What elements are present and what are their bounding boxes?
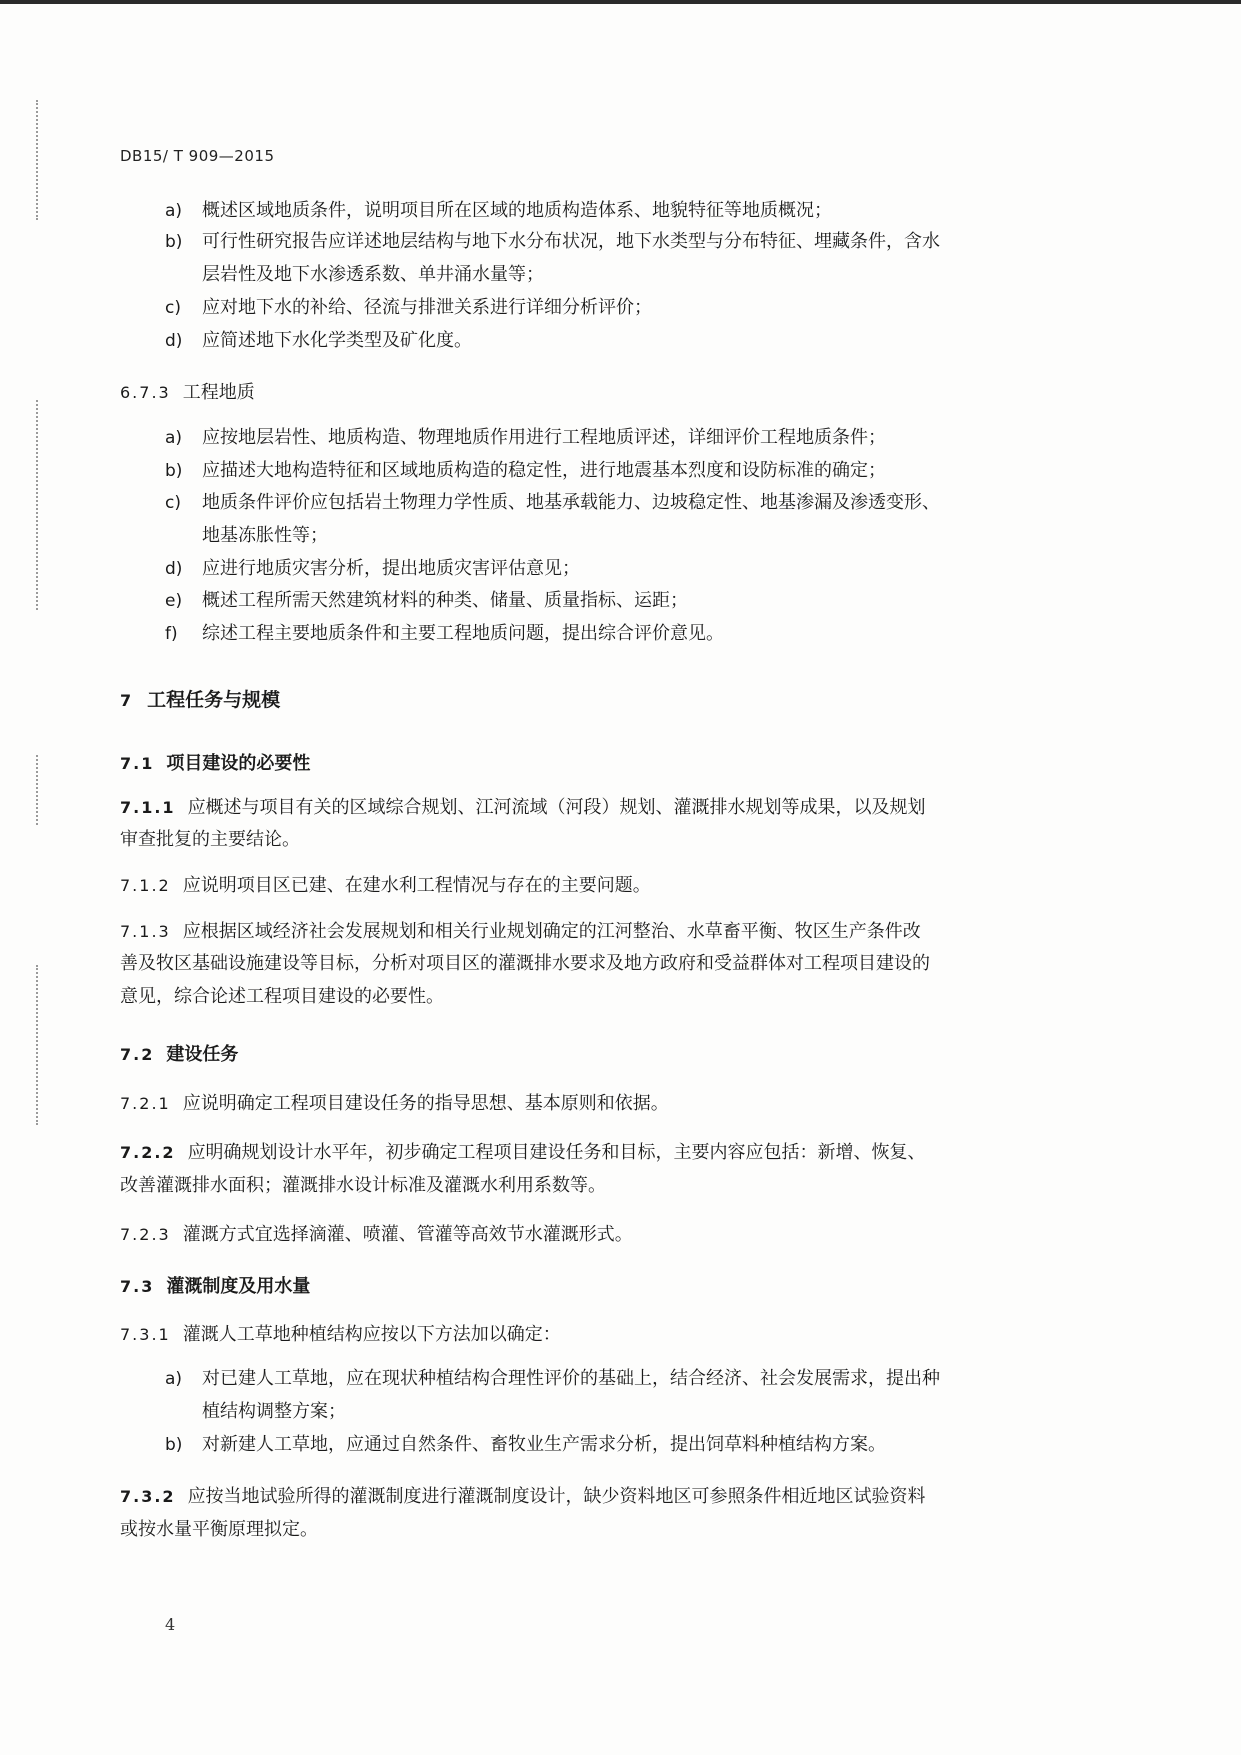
list-item: 概述区域地质条件，说明项目所在区域的地质构造体系、地貌特征等地质概况； <box>202 200 832 221</box>
list-label: e) <box>165 591 183 611</box>
list-item: 可行性研究报告应详述地层结构与地下水分布状况，地下水类型与分布特征、埋藏条件，含水 <box>202 231 940 252</box>
list-label: b) <box>165 461 183 481</box>
clause-cont: 审查批复的主要结论。 <box>120 829 300 850</box>
section-heading-7-1: 7.1 项目建设的必要性 <box>120 753 311 774</box>
list-item: 地质条件评价应包括岩土物理力学性质、地基承载能力、边坡稳定性、地基渗漏及渗透变形、 <box>202 492 940 513</box>
list-label: c) <box>165 493 181 513</box>
scan-artifact <box>36 100 40 220</box>
clause-7-3-2: 7.3.2 应按当地试验所得的灌溉制度进行灌溉制度设计，缺少资料地区可参照条件相近地区试验资料 <box>120 1486 926 1507</box>
list-label: a) <box>165 201 183 221</box>
clause-cont: 或按水量平衡原理拟定。 <box>120 1519 318 1540</box>
page-number: 4 <box>165 1615 176 1634</box>
clause-7-1-3: 7.1.3 应根据区域经济社会发展规划和相关行业规划确定的江河整治、水草畜平衡、牧区生产条件改 <box>120 921 921 942</box>
section-heading-7-2: 7.2 建设任务 <box>120 1044 239 1065</box>
clause-cont: 改善灌溉排水面积；灌溉排水设计标准及灌溉水利用系数等。 <box>120 1175 606 1196</box>
list-label: d) <box>165 331 183 351</box>
clause-7-1-2: 7.1.2 应说明项目区已建、在建水利工程情况与存在的主要问题。 <box>120 875 651 896</box>
list-item: 对已建人工草地，应在现状种植结构合理性评价的基础上，结合经济、社会发展需求，提出种 <box>202 1368 940 1389</box>
list-label: c) <box>165 298 181 318</box>
chapter-heading-7: 7 工程任务与规模 <box>120 689 281 711</box>
clause-7-2-1: 7.2.1 应说明确定工程项目建设任务的指导思想、基本原则和依据。 <box>120 1093 669 1114</box>
document-code: DB15/ T 909—2015 <box>120 147 275 165</box>
scan-artifact <box>36 400 40 610</box>
list-label: b) <box>165 232 183 252</box>
clause-7-2-3: 7.2.3 灌溉方式宜选择滴灌、喷灌、管灌等高效节水灌溉形式。 <box>120 1224 633 1245</box>
list-item: 对新建人工草地，应通过自然条件、畜牧业生产需求分析，提出饲草料种植结构方案。 <box>202 1434 886 1455</box>
clause-7-3-1: 7.3.1 灌溉人工草地种植结构应按以下方法加以确定： <box>120 1324 561 1345</box>
list-label: b) <box>165 1435 183 1455</box>
clause-7-1-1: 7.1.1 应概述与项目有关的区域综合规划、江河流域（河段）规划、灌溉排水规划等成果，以及规划 <box>120 797 926 818</box>
list-item: 应描述大地构造特征和区域地质构造的稳定性，进行地震基本烈度和设防标准的确定； <box>202 460 886 481</box>
list-label: a) <box>165 1369 183 1389</box>
list-item: 应对地下水的补给、径流与排泄关系进行详细分析评价； <box>202 297 652 318</box>
section-heading-6-7-3: 6.7.3 工程地质 <box>120 382 255 403</box>
list-item-cont: 层岩性及地下水渗透系数、单井涌水量等； <box>202 264 544 285</box>
list-item: 应按地层岩性、地质构造、物理地质作用进行工程地质评述，详细评价工程地质条件； <box>202 427 886 448</box>
section-heading-7-3: 7.3 灌溉制度及用水量 <box>120 1276 311 1297</box>
clause-cont: 善及牧区基础设施建设等目标，分析对项目区的灌溉排水要求及地方政府和受益群体对工程项目建设的 <box>120 953 930 974</box>
list-item: 综述工程主要地质条件和主要工程地质问题，提出综合评价意见。 <box>202 623 724 644</box>
scan-artifact <box>36 965 40 1125</box>
scan-artifact <box>36 755 40 825</box>
list-label: a) <box>165 428 183 448</box>
list-item-cont: 植结构调整方案； <box>202 1401 346 1422</box>
clause-cont: 意见，综合论述工程项目建设的必要性。 <box>120 986 444 1007</box>
list-item: 概述工程所需天然建筑材料的种类、储量、质量指标、运距； <box>202 590 688 611</box>
clause-7-2-2: 7.2.2 应明确规划设计水平年，初步确定工程项目建设任务和目标，主要内容应包括：新增、恢复、 <box>120 1142 926 1163</box>
list-item: 应简述地下水化学类型及矿化度。 <box>202 330 472 351</box>
list-item: 应进行地质灾害分析，提出地质灾害评估意见； <box>202 558 580 579</box>
list-label: d) <box>165 559 183 579</box>
list-item-cont: 地基冻胀性等； <box>202 525 328 546</box>
top-border <box>0 0 1241 4</box>
list-label: f) <box>165 624 178 644</box>
